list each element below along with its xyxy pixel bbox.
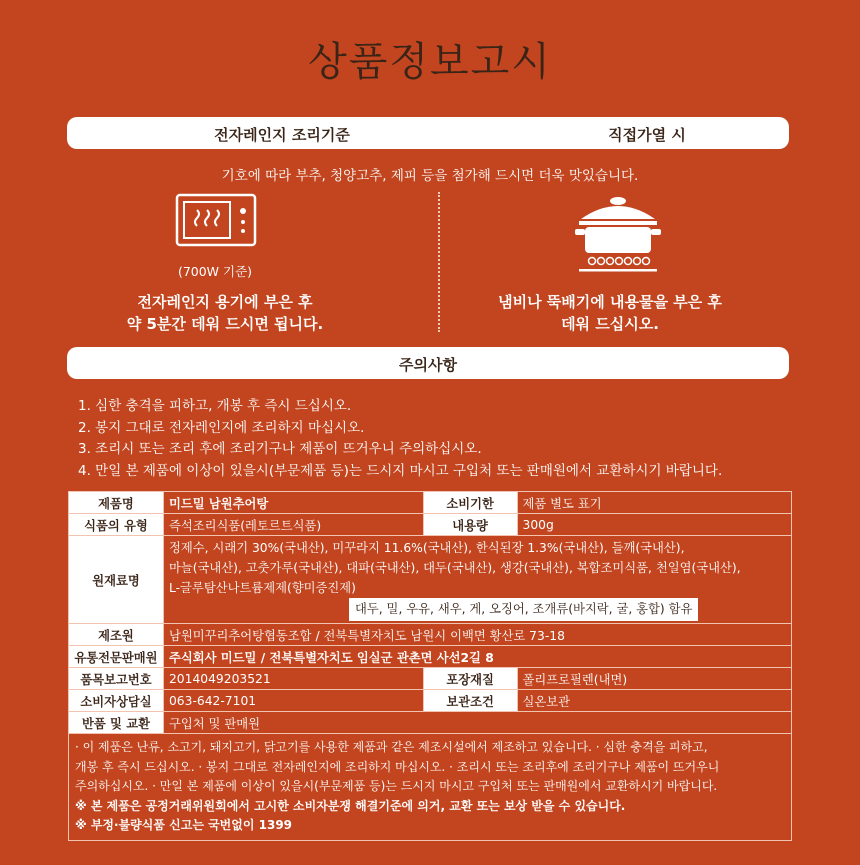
table-row [69, 624, 792, 646]
consumer-center-label: 소비자상담실 [69, 690, 164, 712]
caution-item: 2. 봉지 그대로 전자레인지에 조리하지 마십시오. [78, 419, 365, 436]
table-row [69, 492, 792, 514]
distributor-label: 유통전문판매원 [69, 646, 164, 668]
volume-label: 내용량 [423, 514, 517, 536]
ingredients-value: 정제수, 시래기 30%(국내산), 미꾸라지 11.6%(국내산), 한식된장 1.3%(국내산), 들깨(국내산), 마늘(국내산), 고춧가루(국내산), 대파(국내산), 대두(국내산), 생강(국내산), 복합조미식품, 천일염(국내산), L-글루탐산나트륨제제(향미증진제) 대두, 밀, 우유, 새우, 게, 오징어, 조개류(바지락, 굴, 홍합) 함유 [163, 536, 791, 624]
ingredients-label: 원재료명 [69, 536, 164, 624]
return-exchange-value: 구입처 및 판매원 [163, 712, 791, 734]
expiry-label: 소비기한 [423, 492, 517, 514]
table-row [69, 712, 792, 734]
legal-notes: · 이 제품은 난류, 소고기, 돼지고기, 닭고기를 사용한 제품과 같은 제조시설에서 제조하고 있습니다. · 심한 충격을 피하고, 개봉 후 즉시 드십시오. · 봉지 그대로 전자레인지에 조리하지 마십시오. · 조리시 또는 조리후에 조리기구나 제품이 뜨거우니 주의하십시오. · 만일 본 제품에 이상이 있을시(부문제품 등)는 드시지 마시고 구입처 또는 판매원에서 교환하시기 바랍니다. ※ 본 제품은 공정거래위원회에서 고시한 소비자분쟁 해결기준에 의거, 교환 또는 보상 받을 수 있습니다. ※ 부정·불량식품 신고는 국번없이 1399 [69, 734, 792, 841]
direct-heat-instructions: 냄비나 뚝배기에 내용물을 부은 후 데워 드십시오. [498, 293, 722, 333]
table-row [69, 536, 792, 624]
microwave-instructions: 전자레인지 용기에 부은 후 약 5분간 데워 드시면 됩니다. [126, 293, 324, 333]
product-name-label: 제품명 [69, 492, 164, 514]
wattage-note: (700W 기준) [177, 264, 253, 279]
microwave-icon [175, 193, 257, 249]
manufacturer-value: 남원미꾸리추어탕협동조합 / 전북특별자치도 남원시 이백면 황산로 73-18 [163, 624, 791, 646]
storage-value: 실온보관 [517, 690, 791, 712]
cooking-pot-icon [573, 195, 663, 275]
serving-tip: 기호에 따라 부추, 청양고추, 제피 등을 첨가해 드시면 더욱 맛있습니다. [221, 168, 639, 184]
caution-item: 3. 조리시 또는 조리 후에 조리기구나 제품이 뜨거우니 주의하십시오. [78, 441, 482, 457]
caution-label: 주의사항 [399, 356, 457, 374]
product-name-value: 미드밀 남원추어탕 [163, 492, 423, 514]
table-row [69, 514, 792, 536]
packaging-label: 포장재질 [423, 668, 517, 690]
table-row [69, 690, 792, 712]
report-number-label: 품목보고번호 [69, 668, 164, 690]
manufacturer-label: 제조원 [69, 624, 164, 646]
distributor-value: 주식회사 미드밀 / 전북특별자치도 임실군 관촌면 사선2길 8 [163, 646, 791, 668]
table-row [69, 646, 792, 668]
table-row [69, 668, 792, 690]
method-divider [438, 192, 440, 332]
direct-heat-method-label: 직접가열 시 [608, 126, 686, 144]
product-info-table [68, 491, 792, 841]
storage-label: 보관조건 [423, 690, 517, 712]
caution-item: 1. 심한 충격을 피하고, 개봉 후 즉시 드십시오. [78, 398, 352, 414]
expiry-value: 제품 별도 표기 [517, 492, 791, 514]
caution-header [67, 347, 789, 379]
table-row [69, 734, 792, 841]
caution-list [78, 396, 722, 482]
page-title: 상품정보고시 [308, 39, 552, 85]
food-type-value: 즉석조리식품(레토르트식품) [163, 514, 423, 536]
packaging-value: 폴리프로필렌(내면) [517, 668, 791, 690]
microwave-method-label: 전자레인지 조리기준 [214, 126, 350, 144]
return-exchange-label: 반품 및 교환 [69, 712, 164, 734]
consumer-center-value: 063-642-7101 [163, 690, 423, 712]
caution-item: 4. 만일 본 제품에 이상이 있을시(부문제품 등)는 드시지 마시고 구입처 또는 판매원에서 교환하시기 바랍니다. [78, 462, 723, 479]
food-type-label: 식품의 유형 [69, 514, 164, 536]
volume-value: 300g [517, 514, 791, 536]
cooking-method-header [67, 117, 789, 149]
allergen-notice: 대두, 밀, 우유, 새우, 게, 오징어, 조개류(바지락, 굴, 홍합) 함유 [349, 598, 698, 621]
report-number-value: 2014049203521 [163, 668, 423, 690]
